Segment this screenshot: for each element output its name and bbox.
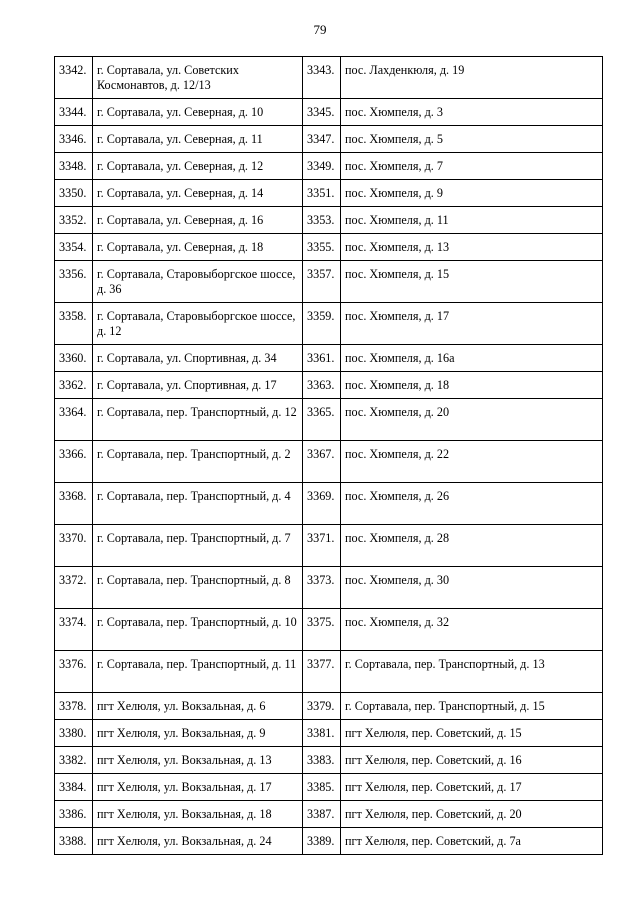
row-number-cell: 3349. — [303, 153, 341, 180]
row-number-cell: 3369. — [303, 483, 341, 525]
address-cell: пос. Лахденкюля, д. 19 — [341, 57, 603, 99]
address-cell: г. Сортавала, пер. Транспортный, д. 2 — [93, 441, 303, 483]
table-row — [55, 372, 603, 399]
table-row — [55, 261, 603, 303]
table-row — [55, 234, 603, 261]
address-cell: г. Сортавала, ул. Спортивная, д. 17 — [93, 372, 303, 399]
row-number-cell: 3343. — [303, 57, 341, 99]
row-number-cell: 3381. — [303, 720, 341, 747]
table-row — [55, 126, 603, 153]
row-number-cell: 3378. — [55, 693, 93, 720]
table-row — [55, 303, 603, 345]
address-cell: пос. Хюмпеля, д. 17 — [341, 303, 603, 345]
table-row — [55, 651, 603, 693]
row-number-cell: 3380. — [55, 720, 93, 747]
row-number-cell: 3370. — [55, 525, 93, 567]
row-number-cell: 3358. — [55, 303, 93, 345]
address-cell: пос. Хюмпеля, д. 18 — [341, 372, 603, 399]
address-cell: пгт Хелюля, пер. Советский, д. 20 — [341, 801, 603, 828]
table-row — [55, 774, 603, 801]
address-cell: г. Сортавала, пер. Транспортный, д. 11 — [93, 651, 303, 693]
row-number-cell: 3360. — [55, 345, 93, 372]
row-number-cell: 3372. — [55, 567, 93, 609]
address-cell: г. Сортавала, пер. Транспортный, д. 13 — [341, 651, 603, 693]
address-cell: г. Сортавала, ул. Северная, д. 16 — [93, 207, 303, 234]
address-cell: пос. Хюмпеля, д. 7 — [341, 153, 603, 180]
table-row — [55, 720, 603, 747]
row-number-cell: 3376. — [55, 651, 93, 693]
row-number-cell: 3383. — [303, 747, 341, 774]
address-cell: пгт Хелюля, пер. Советский, д. 7а — [341, 828, 603, 855]
table-row — [55, 483, 603, 525]
address-cell: пгт Хелюля, ул. Вокзальная, д. 13 — [93, 747, 303, 774]
table-row — [55, 801, 603, 828]
row-number-cell: 3379. — [303, 693, 341, 720]
row-number-cell: 3353. — [303, 207, 341, 234]
row-number-cell: 3364. — [55, 399, 93, 441]
row-number-cell: 3355. — [303, 234, 341, 261]
table-row — [55, 609, 603, 651]
address-cell: пос. Хюмпеля, д. 9 — [341, 180, 603, 207]
row-number-cell: 3365. — [303, 399, 341, 441]
address-table-body — [55, 57, 603, 855]
table-row — [55, 828, 603, 855]
table-row — [55, 567, 603, 609]
table-row — [55, 99, 603, 126]
address-cell: пос. Хюмпеля, д. 26 — [341, 483, 603, 525]
address-cell: пос. Хюмпеля, д. 11 — [341, 207, 603, 234]
row-number-cell: 3367. — [303, 441, 341, 483]
row-number-cell: 3366. — [55, 441, 93, 483]
address-cell: г. Сортавала, ул. Советских Космонавтов, д. 12/13 — [93, 57, 303, 99]
table-row — [55, 180, 603, 207]
address-cell: пос. Хюмпеля, д. 16а — [341, 345, 603, 372]
row-number-cell: 3384. — [55, 774, 93, 801]
address-cell: г. Сортавала, Старовыборгское шоссе, д. 12 — [93, 303, 303, 345]
row-number-cell: 3374. — [55, 609, 93, 651]
table-row — [55, 693, 603, 720]
row-number-cell: 3342. — [55, 57, 93, 99]
address-cell: пгт Хелюля, ул. Вокзальная, д. 24 — [93, 828, 303, 855]
address-cell: г. Сортавала, ул. Северная, д. 12 — [93, 153, 303, 180]
row-number-cell: 3345. — [303, 99, 341, 126]
address-cell: пос. Хюмпеля, д. 30 — [341, 567, 603, 609]
table-row — [55, 441, 603, 483]
address-cell: г. Сортавала, пер. Транспортный, д. 4 — [93, 483, 303, 525]
row-number-cell: 3362. — [55, 372, 93, 399]
address-cell: пгт Хелюля, пер. Советский, д. 17 — [341, 774, 603, 801]
table-row — [55, 747, 603, 774]
address-cell: г. Сортавала, ул. Северная, д. 14 — [93, 180, 303, 207]
address-cell: пос. Хюмпеля, д. 13 — [341, 234, 603, 261]
table-row — [55, 525, 603, 567]
row-number-cell: 3375. — [303, 609, 341, 651]
address-cell: г. Сортавала, пер. Транспортный, д. 10 — [93, 609, 303, 651]
row-number-cell: 3357. — [303, 261, 341, 303]
address-cell: г. Сортавала, пер. Транспортный, д. 8 — [93, 567, 303, 609]
row-number-cell: 3388. — [55, 828, 93, 855]
table-row — [55, 399, 603, 441]
address-cell: пос. Хюмпеля, д. 22 — [341, 441, 603, 483]
address-cell: г. Сортавала, ул. Северная, д. 18 — [93, 234, 303, 261]
address-cell: г. Сортавала, пер. Транспортный, д. 12 — [93, 399, 303, 441]
address-cell: пгт Хелюля, ул. Вокзальная, д. 9 — [93, 720, 303, 747]
table-row — [55, 153, 603, 180]
row-number-cell: 3352. — [55, 207, 93, 234]
row-number-cell: 3356. — [55, 261, 93, 303]
row-number-cell: 3347. — [303, 126, 341, 153]
address-cell: пгт Хелюля, пер. Советский, д. 16 — [341, 747, 603, 774]
row-number-cell: 3344. — [55, 99, 93, 126]
table-row — [55, 345, 603, 372]
row-number-cell: 3389. — [303, 828, 341, 855]
address-table — [54, 56, 603, 855]
row-number-cell: 3371. — [303, 525, 341, 567]
address-cell: пос. Хюмпеля, д. 28 — [341, 525, 603, 567]
address-cell: пос. Хюмпеля, д. 32 — [341, 609, 603, 651]
address-cell: пгт Хелюля, ул. Вокзальная, д. 6 — [93, 693, 303, 720]
row-number-cell: 3348. — [55, 153, 93, 180]
address-cell: пос. Хюмпеля, д. 3 — [341, 99, 603, 126]
address-cell: г. Сортавала, ул. Северная, д. 10 — [93, 99, 303, 126]
table-row — [55, 207, 603, 234]
address-cell: г. Сортавала, ул. Северная, д. 11 — [93, 126, 303, 153]
row-number-cell: 3382. — [55, 747, 93, 774]
row-number-cell: 3368. — [55, 483, 93, 525]
row-number-cell: 3359. — [303, 303, 341, 345]
row-number-cell: 3387. — [303, 801, 341, 828]
row-number-cell: 3351. — [303, 180, 341, 207]
row-number-cell: 3350. — [55, 180, 93, 207]
page-number: 79 — [313, 22, 327, 37]
row-number-cell: 3377. — [303, 651, 341, 693]
address-cell: г. Сортавала, Старовыборгское шоссе, д. 36 — [93, 261, 303, 303]
row-number-cell: 3363. — [303, 372, 341, 399]
row-number-cell: 3386. — [55, 801, 93, 828]
address-cell: г. Сортавала, пер. Транспортный, д. 7 — [93, 525, 303, 567]
address-cell: пгт Хелюля, пер. Советский, д. 15 — [341, 720, 603, 747]
address-cell: пос. Хюмпеля, д. 5 — [341, 126, 603, 153]
address-cell: г. Сортавала, пер. Транспортный, д. 15 — [341, 693, 603, 720]
address-cell: пгт Хелюля, ул. Вокзальная, д. 17 — [93, 774, 303, 801]
row-number-cell: 3346. — [55, 126, 93, 153]
address-cell: г. Сортавала, ул. Спортивная, д. 34 — [93, 345, 303, 372]
address-cell: пос. Хюмпеля, д. 20 — [341, 399, 603, 441]
address-cell: пгт Хелюля, ул. Вокзальная, д. 18 — [93, 801, 303, 828]
table-row — [55, 57, 603, 99]
row-number-cell: 3361. — [303, 345, 341, 372]
address-cell: пос. Хюмпеля, д. 15 — [341, 261, 603, 303]
row-number-cell: 3354. — [55, 234, 93, 261]
row-number-cell: 3373. — [303, 567, 341, 609]
row-number-cell: 3385. — [303, 774, 341, 801]
